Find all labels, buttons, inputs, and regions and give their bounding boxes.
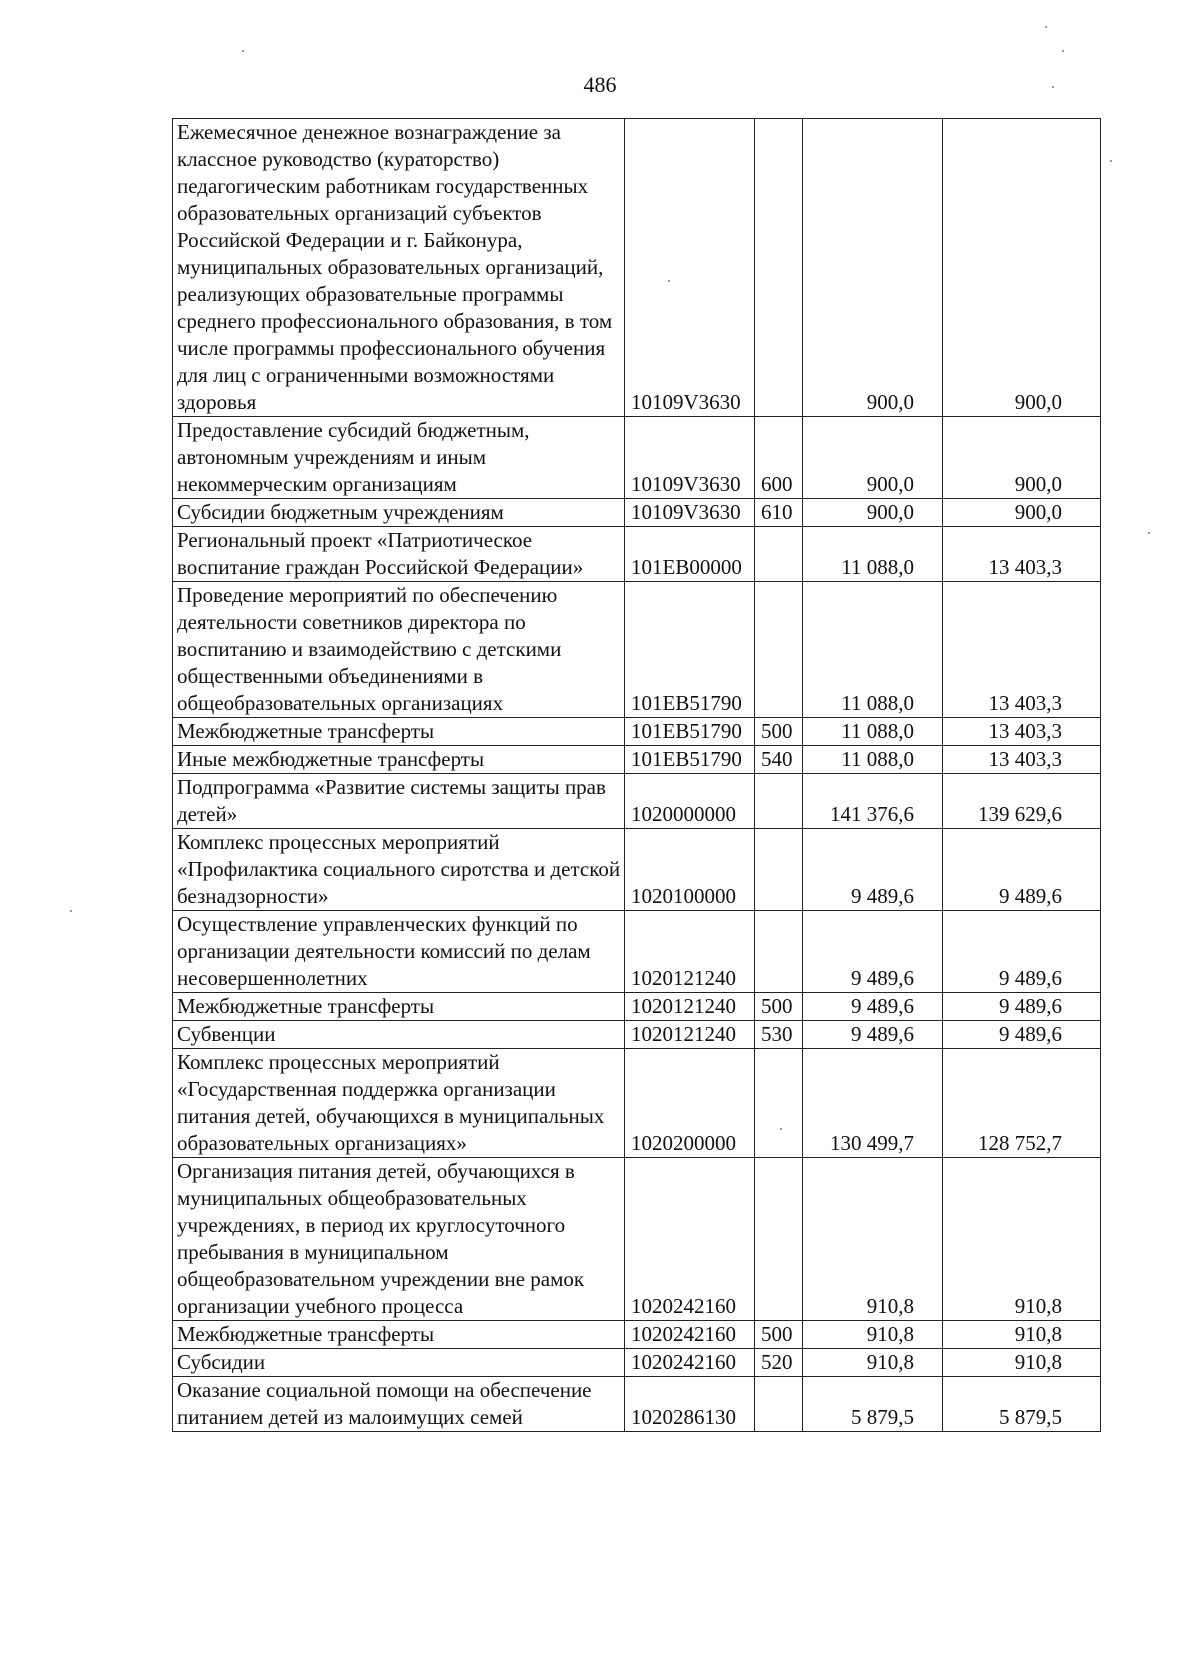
row-name-cell: Межбюджетные трансферты (173, 1321, 625, 1349)
table-row (173, 1321, 1101, 1349)
scan-speck (70, 910, 72, 912)
row-expense-type-cell (755, 774, 803, 829)
row-name-cell: Предоставление субсидий бюджетным, автономным учреждениям и иным некоммерческим организациям (173, 417, 625, 499)
row-amount-2024-cell: 141 376,6 (803, 774, 943, 829)
row-name-cell: Подпрограмма «Развитие системы защиты прав детей» (173, 774, 625, 829)
row-amount-2025-cell: 9 489,6 (943, 829, 1101, 911)
table-row (173, 993, 1101, 1021)
row-amount-2024-cell: 11 088,0 (803, 746, 943, 774)
row-name-cell: Региональный проект «Патриотическое воспитание граждан Российской Федерации» (173, 527, 625, 582)
table-row (173, 718, 1101, 746)
table-body (173, 119, 1101, 1432)
table-row (173, 1349, 1101, 1377)
table-row (173, 1021, 1101, 1049)
table-row (173, 119, 1101, 417)
row-code-cell: 10109V3630 (625, 119, 755, 417)
row-amount-2025-cell: 139 629,6 (943, 774, 1101, 829)
table-row (173, 499, 1101, 527)
row-name-cell: Организация питания детей, обучающихся в муниципальных общеобразовательных учреждениях, в период их круглосуточного пребывания в муниципальном общеобразовательном учреждении вне рамок организации учебного процесса (173, 1158, 625, 1321)
row-amount-2025-cell: 9 489,6 (943, 1021, 1101, 1049)
row-expense-type-cell (755, 1049, 803, 1158)
row-amount-2025-cell: 910,8 (943, 1158, 1101, 1321)
row-name-cell: Иные межбюджетные трансферты (173, 746, 625, 774)
budget-table (172, 118, 1101, 1432)
row-amount-2024-cell: 11 088,0 (803, 527, 943, 582)
table-row (173, 1158, 1101, 1321)
row-amount-2025-cell: 13 403,3 (943, 746, 1101, 774)
row-amount-2025-cell: 128 752,7 (943, 1049, 1101, 1158)
row-name-cell: Осуществление управленческих функций по организации деятельности комиссий по делам несовершеннолетних (173, 911, 625, 993)
scan-speck (1052, 86, 1054, 88)
row-expense-type-cell (755, 911, 803, 993)
row-expense-type-cell (755, 119, 803, 417)
row-code-cell: 101EB51790 (625, 582, 755, 718)
row-name-cell: Комплекс процессных мероприятий «Профилактика социального сиротства и детской безнадзорности» (173, 829, 625, 911)
row-amount-2025-cell: 910,8 (943, 1349, 1101, 1377)
row-amount-2024-cell: 910,8 (803, 1158, 943, 1321)
scan-speck (668, 280, 670, 282)
row-amount-2024-cell: 9 489,6 (803, 829, 943, 911)
table-row (173, 746, 1101, 774)
row-name-cell: Межбюджетные трансферты (173, 993, 625, 1021)
row-amount-2024-cell: 5 879,5 (803, 1377, 943, 1432)
row-amount-2025-cell: 13 403,3 (943, 527, 1101, 582)
row-code-cell: 1020286130 (625, 1377, 755, 1432)
row-name-cell: Оказание социальной помощи на обеспечение питанием детей из малоимущих семей (173, 1377, 625, 1432)
scan-speck (242, 50, 244, 52)
row-code-cell: 1020121240 (625, 911, 755, 993)
scan-speck (1045, 26, 1047, 28)
row-code-cell: 1020242160 (625, 1158, 755, 1321)
row-name-cell: Субсидии бюджетным учреждениям (173, 499, 625, 527)
row-code-cell: 1020242160 (625, 1321, 755, 1349)
row-code-cell: 1020242160 (625, 1349, 755, 1377)
row-amount-2024-cell: 900,0 (803, 119, 943, 417)
row-code-cell: 1020200000 (625, 1049, 755, 1158)
row-amount-2025-cell: 9 489,6 (943, 993, 1101, 1021)
row-amount-2025-cell: 9 489,6 (943, 911, 1101, 993)
page-number: 486 (583, 72, 617, 97)
table-row (173, 774, 1101, 829)
row-amount-2025-cell: 900,0 (943, 417, 1101, 499)
row-amount-2025-cell: 13 403,3 (943, 718, 1101, 746)
row-amount-2025-cell: 13 403,3 (943, 582, 1101, 718)
table-row (173, 582, 1101, 718)
row-amount-2024-cell: 900,0 (803, 417, 943, 499)
row-expense-type-cell (755, 829, 803, 911)
table-row (173, 527, 1101, 582)
row-expense-type-cell: 540 (755, 746, 803, 774)
row-amount-2025-cell: 900,0 (943, 499, 1101, 527)
row-amount-2024-cell: 11 088,0 (803, 718, 943, 746)
row-expense-type-cell: 500 (755, 1321, 803, 1349)
row-amount-2024-cell: 11 088,0 (803, 582, 943, 718)
row-amount-2024-cell: 9 489,6 (803, 911, 943, 993)
row-expense-type-cell: 520 (755, 1349, 803, 1377)
row-code-cell: 1020121240 (625, 993, 755, 1021)
row-code-cell: 101EB51790 (625, 746, 755, 774)
row-expense-type-cell (755, 1377, 803, 1432)
scan-speck (780, 1128, 782, 1130)
row-expense-type-cell: 500 (755, 718, 803, 746)
row-code-cell: 1020100000 (625, 829, 755, 911)
table-row (173, 911, 1101, 993)
row-expense-type-cell: 530 (755, 1021, 803, 1049)
row-name-cell: Субсидии (173, 1349, 625, 1377)
row-code-cell: 10109V3630 (625, 417, 755, 499)
row-amount-2024-cell: 910,8 (803, 1321, 943, 1349)
row-code-cell: 1020121240 (625, 1021, 755, 1049)
table-row (173, 1377, 1101, 1432)
row-name-cell: Ежемесячное денежное вознаграждение за классное руководство (кураторство) педагогическим работникам государственных образовательных организаций субъектов Российской Федерации и г. Байконура, муниципальных образовательных организаций, реализующих образовательные программы среднего профессионального образования, в том числе программы профессионального обучения для лиц с ограниченными возможностями здоровья (173, 119, 625, 417)
row-code-cell: 1020000000 (625, 774, 755, 829)
row-amount-2025-cell: 900,0 (943, 119, 1101, 417)
row-amount-2024-cell: 900,0 (803, 499, 943, 527)
row-code-cell: 10109V3630 (625, 499, 755, 527)
row-name-cell: Комплекс процессных мероприятий «Государственная поддержка организации питания детей, обучающихся в муниципальных образовательных организациях» (173, 1049, 625, 1158)
row-expense-type-cell (755, 582, 803, 718)
table-row (173, 417, 1101, 499)
table-row (173, 1049, 1101, 1158)
row-amount-2024-cell: 9 489,6 (803, 1021, 943, 1049)
row-amount-2024-cell: 130 499,7 (803, 1049, 943, 1158)
row-code-cell: 101EB00000 (625, 527, 755, 582)
row-name-cell: Субвенции (173, 1021, 625, 1049)
row-name-cell: Проведение мероприятий по обеспечению деятельности советников директора по воспитанию и взаимодействию с детскими общественными объединениями в общеобразовательных организациях (173, 582, 625, 718)
row-expense-type-cell (755, 1158, 803, 1321)
row-amount-2025-cell: 5 879,5 (943, 1377, 1101, 1432)
table-row (173, 829, 1101, 911)
scan-speck (1062, 50, 1064, 52)
scan-speck (1148, 532, 1150, 534)
row-code-cell: 101EB51790 (625, 718, 755, 746)
row-amount-2024-cell: 910,8 (803, 1349, 943, 1377)
row-expense-type-cell: 610 (755, 499, 803, 527)
row-amount-2024-cell: 9 489,6 (803, 993, 943, 1021)
row-expense-type-cell: 500 (755, 993, 803, 1021)
row-expense-type-cell (755, 527, 803, 582)
row-name-cell: Межбюджетные трансферты (173, 718, 625, 746)
row-amount-2025-cell: 910,8 (943, 1321, 1101, 1349)
scan-speck (1110, 160, 1112, 162)
row-expense-type-cell: 600 (755, 417, 803, 499)
